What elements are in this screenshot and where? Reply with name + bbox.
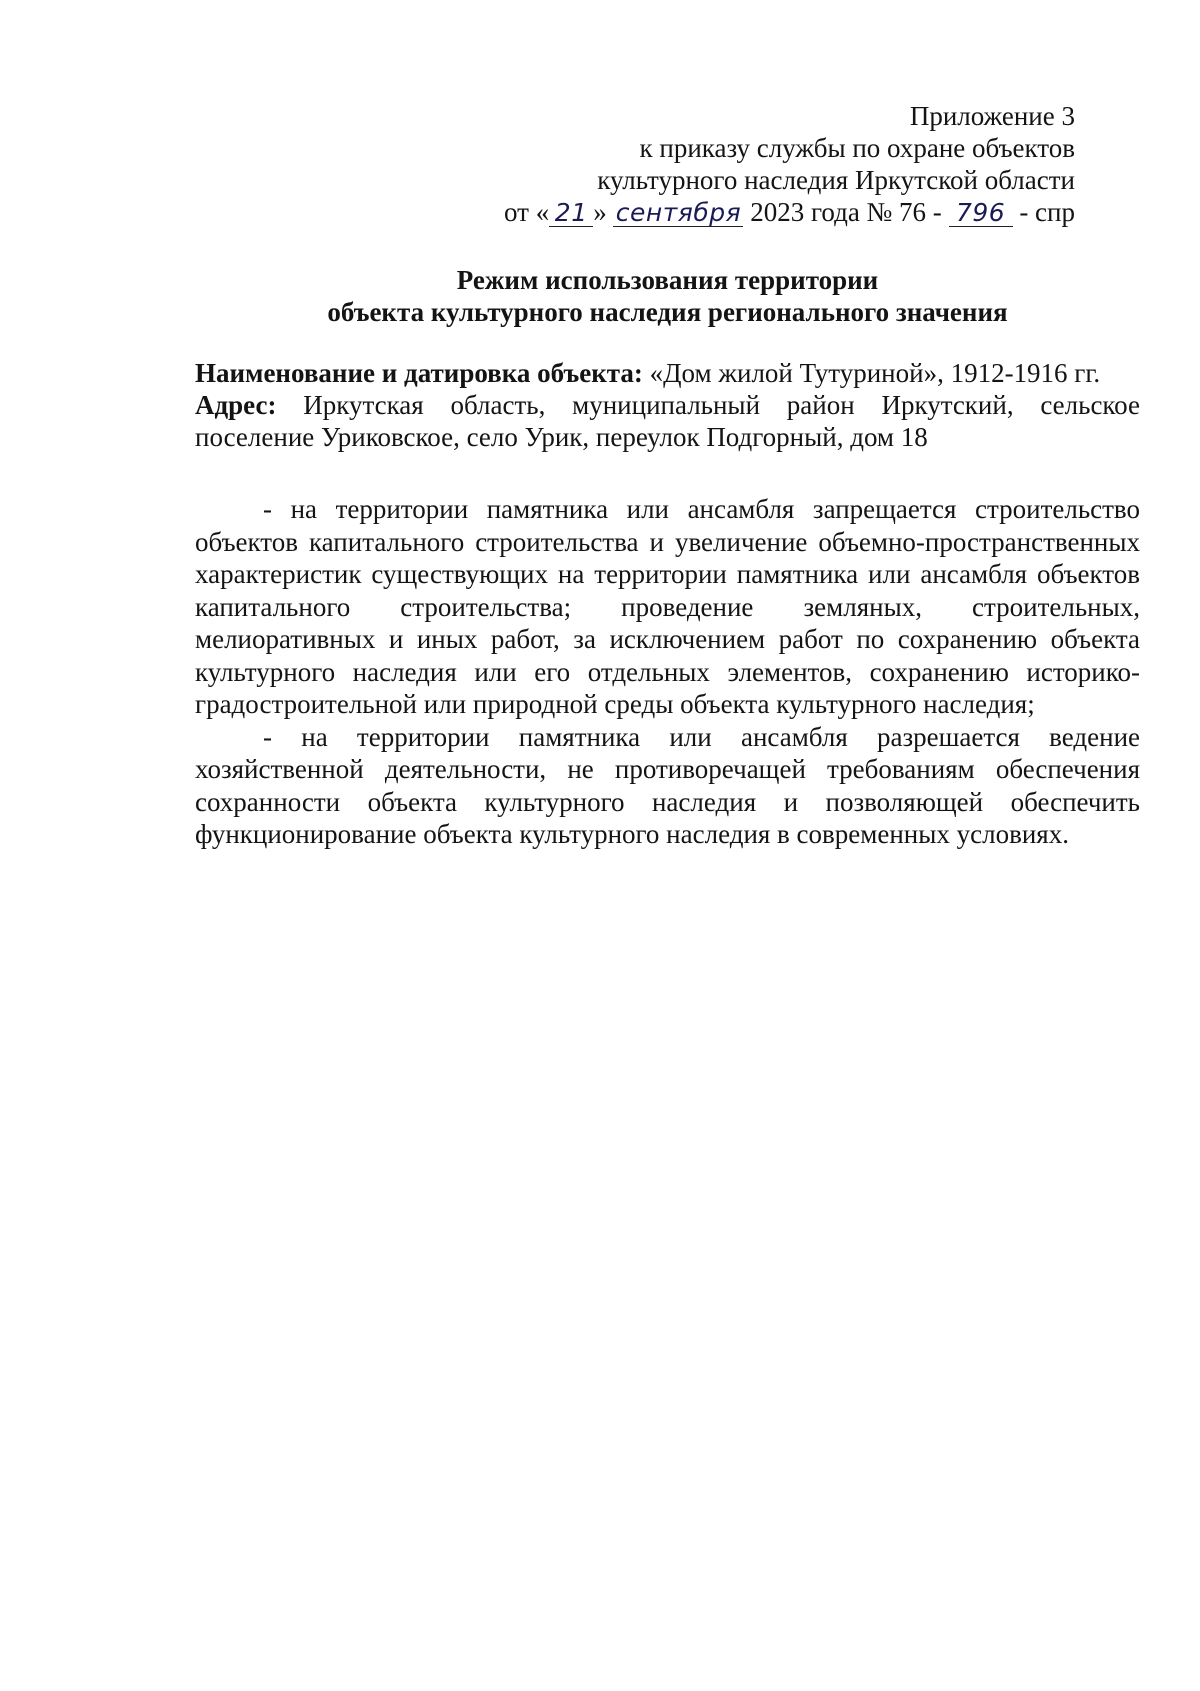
handwritten-month: сентября: [613, 200, 743, 227]
rule-prohibited: - на территории памятника или ансамбля запрещается строительство объектов капитального строительства и увеличение объемно-пространственных характеристик существующих на территории памятника или ансамбля объектов капитального строительства; проведение земляных, строительных, мелиоративных и иных работ, за исключением работ по сохранению объекта культурного наследия или его отдельных элементов, сохранению историко-градостроительной или природной среды объекта культурного наследия;: [195, 494, 1140, 719]
order-date-line: [504, 196, 1075, 228]
date-suffix: - спр: [1019, 197, 1075, 227]
appendix-header: [504, 100, 1075, 228]
usage-rules: [195, 493, 1140, 851]
date-mid: »: [593, 197, 607, 227]
date-year: 2023 года № 76 -: [750, 197, 942, 227]
object-name-value: «Дом жилой Тутуриной», 1912-1916 гг.: [649, 358, 1101, 388]
object-name-label: Наименование и датировка объекта:: [195, 358, 643, 388]
rule-permitted: - на территории памятника или ансамбля разрешается ведение хозяйственной деятельности, не противоречащей требованиям обеспечения сохранности объекта культурного наследия и позволяющей обеспечить функционирование объекта культурного наследия в современных условиях.: [195, 721, 1140, 849]
object-address-value: Иркутская область, муниципальный район Иркутский, сельское поселение Уриковское, село Урик, переулок Подгорный, дом 18: [195, 390, 1140, 452]
appendix-order-ref: к приказу службы по охране объектов: [639, 133, 1075, 163]
title-line-2: объекта культурного наследия регионального значения: [327, 297, 1008, 327]
object-name-row: [195, 357, 1140, 389]
appendix-authority: культурного наследия Иркутской области: [597, 165, 1075, 195]
document-title: [195, 264, 1140, 328]
date-prefix: от «: [504, 197, 550, 227]
handwritten-order-number: 796: [949, 200, 1013, 227]
title-line-1: Режим использования территории: [456, 265, 879, 295]
handwritten-day: 21: [549, 200, 593, 227]
object-address-row: [195, 389, 1140, 453]
appendix-number: Приложение 3: [909, 101, 1075, 131]
object-info: [195, 357, 1140, 453]
object-address-label: Адрес:: [195, 390, 277, 420]
